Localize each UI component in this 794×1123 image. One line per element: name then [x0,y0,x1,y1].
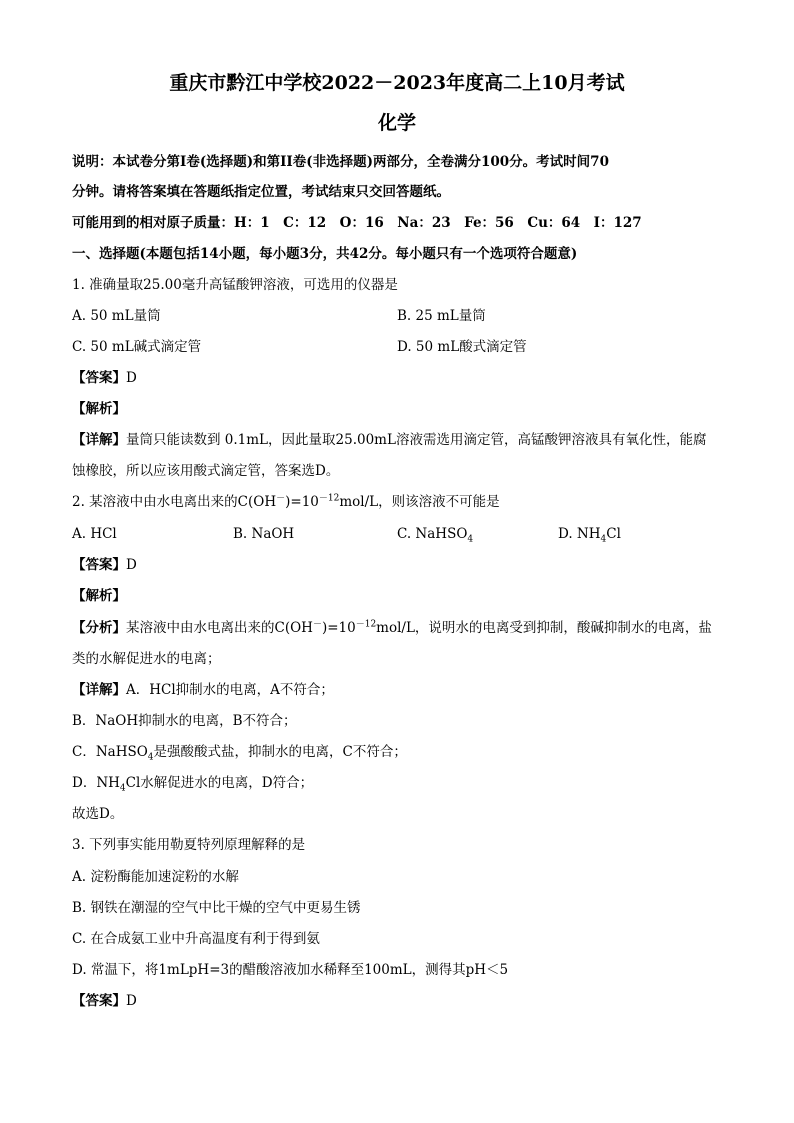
q1-detail-line-2: 蚀橡胶，所以应该用酸式滴定管，答案选D。 [72,463,340,479]
q2-stem-part-1: 2. 某溶液中由水电离出来的C(OH [72,494,277,510]
fenxi-label: 【分析】 [72,620,126,636]
detail-label: 【详解】 [72,432,126,448]
q1-option-a: A. 50 mL量筒 [72,308,161,324]
q2-detail-c-sub: 4 [147,752,154,763]
q3-option-d: D. 常温下，将1mLpH=3的醋酸溶液加水稀释至100mL，测得其pH＜5 [72,962,509,978]
q2-fenxi-sup-2: －12 [355,619,377,630]
analysis-label: 【解析】 [72,401,126,417]
q2-conclusion: 故选D。 [72,806,124,822]
q2-fenxi-part-2: )=10 [321,620,356,636]
instructions-line-1: 说明：本试卷分第I卷(选择题)和第II卷(非选择题)两部分，全卷满分100分。考试时间70 [72,154,609,170]
q2-detail-c-text-1: C．NaHSO [72,744,148,760]
q2-stem-sup-2: －12 [318,493,340,504]
q2-fenxi-part-1: 某溶液中由水电离出来的C(OH [126,620,313,636]
q2-detail-c [72,742,407,762]
q1-option-c: C. 50 mL碱式滴定管 [72,339,202,355]
q2-detail-a-text: A．HCl抑制水的电离，A不符合； [126,682,334,698]
section-1-heading: 一、选择题(本题包括14小题，每小题3分，共42分。每小题只有一个选项符合题意) [72,246,578,262]
q2-detail-d-text-2: Cl水解促进水的电离，D符合； [125,775,314,791]
q3-option-b: B. 钢铁在潮湿的空气中比干燥的空气中更易生锈 [72,900,361,916]
q2-fenxi-line-2: 类的水解促进水的电离； [72,651,221,667]
q2-fenxi-line-1 [72,618,712,638]
q2-option-b: B. NaOH [233,526,295,542]
q3-option-c: C. 在合成氨工业中升高温度有利于得到氨 [72,931,320,947]
q2-option-d [558,524,621,544]
q2-analysis [72,586,126,606]
q2-option-c-text: C. NaHSO [397,526,468,542]
q2-fenxi-part-3: mol/L，说明水的电离受到抑制，酸碱抑制水的电离，盐 [376,620,712,636]
q2-detail-d-text-1: D．NH [72,775,120,791]
q2-option-a: A. HCl [72,526,117,542]
answer-label: 【答案】 [72,557,126,573]
q1-answer [72,368,137,388]
q2-detail-d [72,773,313,793]
q2-stem-part-2: )=10 [285,494,319,510]
exam-title: 重庆市黔江中学校2022－2023年度高二上10月考试 [169,72,625,94]
q3-option-a: A. 淀粉酶能加速淀粉的水解 [72,869,239,885]
q2-detail-a [72,680,334,700]
q2-option-d-text-1: D. NH [558,526,601,542]
q2-detail-d-sub: 4 [119,783,126,794]
exam-subject: 化学 [377,112,416,134]
detail-label: 【详解】 [72,682,126,698]
q2-option-c-sub: 4 [467,534,474,545]
answer-label: 【答案】 [72,370,126,386]
q2-stem [72,492,500,512]
analysis-label: 【解析】 [72,588,126,604]
q2-stem-part-3: mol/L，则该溶液不可能是 [339,494,500,510]
q3-answer [72,991,137,1011]
q2-fenxi-sup-1: － [312,619,322,630]
q2-stem-sup-1: － [276,493,286,504]
q1-analysis [72,399,126,419]
q2-option-c [397,524,473,544]
instructions-line-2: 分钟。请将答案填在答题纸指定位置，考试结束只交回答题纸。 [72,184,450,200]
q2-answer [72,555,137,575]
q3-answer-value: D [126,993,137,1009]
q3-stem: 3. 下列事实能用勒夏特列原理解释的是 [72,837,306,853]
q2-detail-c-text-2: 是强酸酸式盐，抑制水的电离，C不符合； [153,744,407,760]
q2-option-d-text-2: Cl [606,526,621,542]
q1-option-b: B. 25 mL量筒 [397,308,486,324]
answer-label: 【答案】 [72,993,126,1009]
q2-option-d-sub: 4 [600,534,607,545]
atomic-mass-line: 可能用到的相对原子质量：H：1 C：12 O：16 Na：23 Fe：56 Cu：64 I：127 [72,215,642,231]
q2-answer-value: D [126,557,137,573]
q1-answer-value: D [126,370,137,386]
q1-option-d: D. 50 mL酸式滴定管 [397,339,527,355]
q1-stem: 1. 准确量取25.00毫升高锰酸钾溶液，可选用的仪器是 [72,277,398,293]
q1-detail-text-1: 量筒只能读数到 0.1mL，因此量取25.00mL溶液需选用滴定管，高锰酸钾溶液具有氧化性，能腐 [126,432,707,448]
q2-detail-b: B．NaOH抑制水的电离，B不符合； [72,713,297,729]
q1-detail-line-1 [72,430,706,450]
